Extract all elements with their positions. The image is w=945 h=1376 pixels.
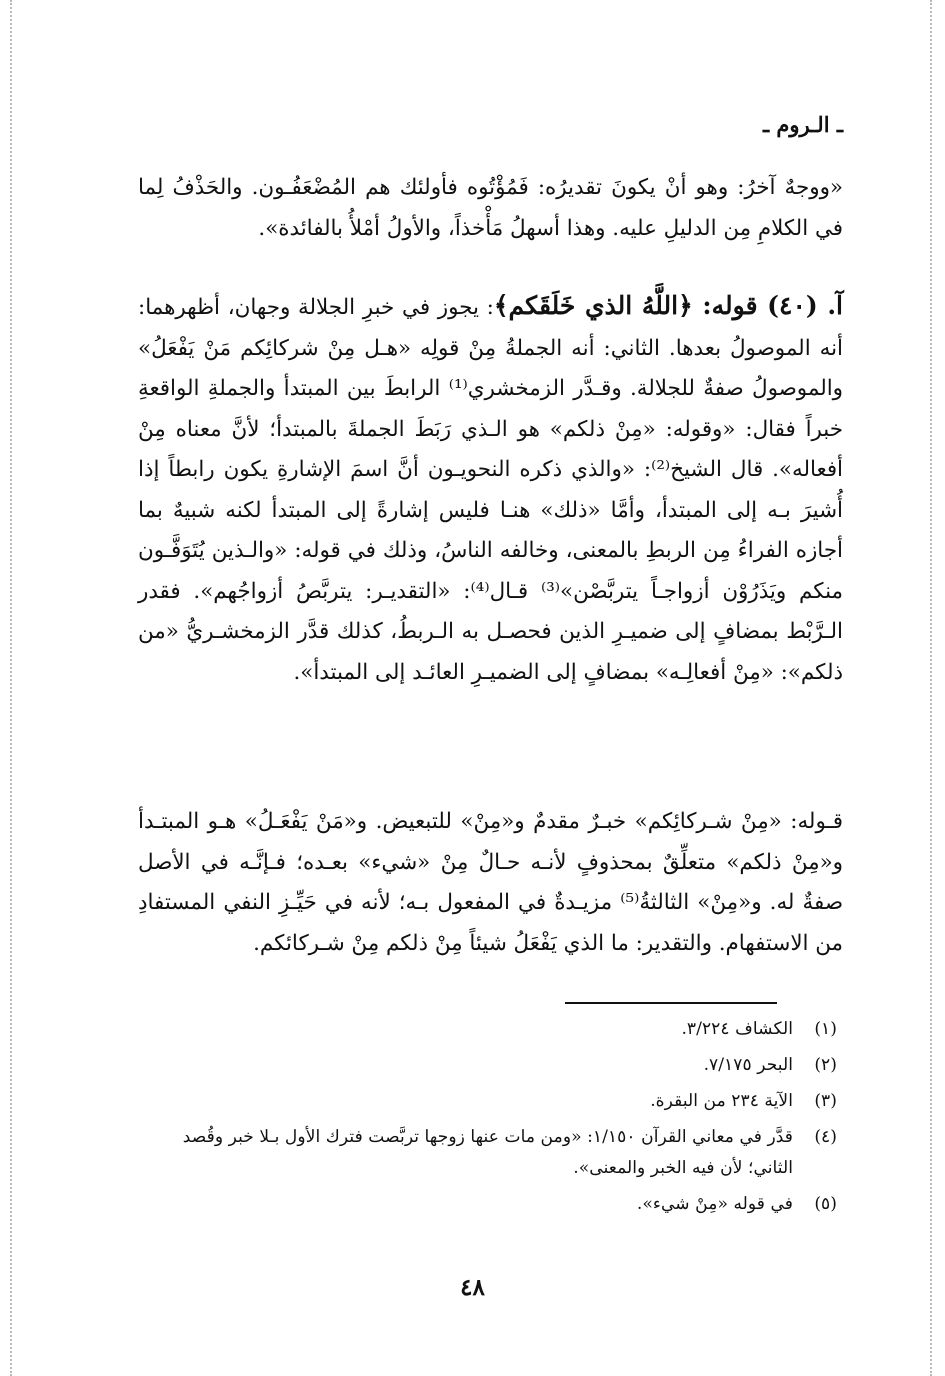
footnote-text: البحر ٧/١٧٥.: [703, 1055, 793, 1075]
paragraph-2-body: : يجوز في خبرِ الجلالة وجهان، أظهرهما: أنه الموصولُ بعدها. الثاني: أنه الجملةُ مِنْ قولِه «هـل مِنْ شركائِكم مَنْ يَفْعَلُ» والموصولُ صفةٌ للجلالة. وقـدَّر الزمخشري⁽¹⁾ الرابطَ بين المبتدأ والجملةِ الواقعةِ خبراً فقال: «وقوله: «مِنْ ذلكم» هو الـذي رَبَطَ الجملةَ بالمبتدأ؛ لأنَّ معناه مِنْ أفعاله». قال الشيخ⁽²⁾: «والذي ذكره النحويـون أنَّ اسمَ الإشارةِ يكون رابطاً إذا أُشيرَ بـه إلى المبتدأ، وأمَّا «ذلك» هنـا فليس إشارةً إلى المبتدأ لكنه شبيهٌ بما أجازه الفراءُ مِن الربطِ بالمعنى، وخالفه الناسُ، وذلك في قوله: «والـذين يُتَوَفَّـون منكم ويَذَرُوْن أزواجـاً يتربَّصْن»⁽³⁾ قـال⁽⁴⁾: «التقديـر: يتربَّصُ أزواجُهم». فقدر الـرَّبْط بمضافٍ إلى ضميـرِ الذين فحصـل به الـربطُ، كذلك قدَّر الزمخشـريُّ «من ذلكم»: «مِنْ أفعالِـه» بمضافٍ إلى الضميـرِ العائـد إلى المبتدأ».: [138, 295, 844, 685]
footnote-separator: [565, 1002, 777, 1004]
quran-quote: ﴿اللَّهُ الذي خَلَقَكم﴾: [493, 291, 693, 320]
footnote-item: [137, 1086, 837, 1117]
scan-margin-left: [10, 0, 12, 1376]
footnotes: [137, 1014, 837, 1225]
page-number: ٤٨: [460, 1274, 485, 1301]
footnote-item: [137, 1189, 837, 1220]
paragraph-1: «ووجهٌ آخرُ: وهو أنْ يكونَ تقديرُه: فَمُؤْتُوه فأولئك هم المُضْعَفُـون. والحَذْفُ لِما في الكلامِ مِن الدليلِ عليه. وهذا أسهلُ مَأْخذاً، والأولُ أمْلأُ بالفائدة».: [138, 175, 843, 241]
footnote-item: [137, 1014, 837, 1045]
paragraph-2: [138, 286, 843, 693]
running-header: ـ الـروم ـ: [762, 112, 843, 137]
footnote-number: (٥): [814, 1194, 837, 1214]
footnote-number: (٣): [814, 1091, 837, 1111]
footnote-text: في قوله «مِنْ شيء».: [636, 1194, 793, 1214]
scan-margin-right: [930, 0, 932, 1376]
paragraph-3: قـوله: «مِنْ شـركائِكم» خبـرٌ مقدمٌ و«مِنْ» للتبعيض. و«مَنْ يَفْعَـلُ» هـو المبتـدأ و«مِنْ ذلكم» متعلِّقٌ بمحذوفٍ لأنـه حـالٌ مِنْ «شيء» بعـده؛ فـإنَّـه في الأصل صفةٌ له. و«مِنْ» الثالثةُ⁽⁵⁾ مزيـدةٌ في المفعول بـه؛ لأنه في حَيِّـزِ النفي المستفادِ من الاستفهام. والتقدير: ما الذي يَفْعَلُ شيئاً مِنْ ذلكم مِنْ شـركائكم.: [138, 809, 843, 956]
footnote-number: (٤): [814, 1127, 837, 1147]
footnote-number: (٢): [814, 1055, 837, 1075]
footnote-text: قدَّر في معاني القرآن ١/١٥٠: «ومن مات عنها زوجها تربَّصت فترك الأول بـلا خبر وقُصد الثاني؛ لأن فيه الخبر والمعنى».: [182, 1127, 793, 1178]
footnote-text: الآية ٢٣٤ من البقرة.: [650, 1091, 793, 1111]
footnote-item: [137, 1050, 837, 1081]
footnote-text: الكشاف ٣/٢٢٤.: [681, 1019, 793, 1039]
footnote-number: (١): [814, 1019, 837, 1039]
verse-reference: آ. (٤٠) قوله:: [692, 291, 843, 320]
footnote-item: [137, 1122, 837, 1184]
